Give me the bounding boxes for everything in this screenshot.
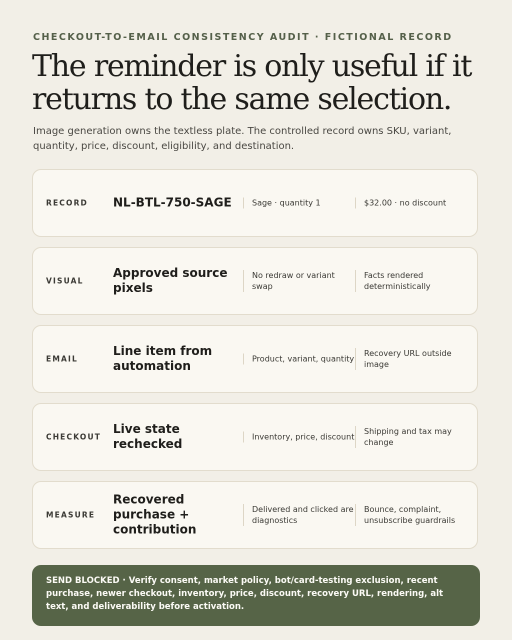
row-detail-2: Bounce, complaint, unsubscribe guardrails	[355, 504, 476, 526]
send-blocked-banner	[32, 565, 480, 626]
row-card-measure	[32, 481, 478, 549]
row-main-value: Recovered purchase + contribution	[113, 492, 197, 537]
row-main-value: Approved source pixels	[113, 266, 228, 295]
page-title: The reminder is only useful if it returns to the same selection.	[32, 49, 472, 117]
row-detail-1: Product, variant, quantity	[243, 354, 356, 365]
row-detail-2: Shipping and tax may change	[355, 426, 476, 448]
row-main-value: NL-BTL-750-SAGE	[113, 195, 232, 210]
banner-text: SEND BLOCKED · Verify consent, market policy, bot/card-testing exclusion, recent purchase, newer checkout, inventory, price, discount, recovery URL, rendering, alt text, and deliverability before activation.	[46, 576, 444, 612]
row-card-record	[32, 169, 478, 237]
eyebrow-label: CHECKOUT-TO-EMAIL CONSISTENCY AUDIT · FICTIONAL RECORD	[33, 32, 453, 43]
row-card-email	[32, 325, 478, 393]
row-tag: RECORD	[46, 198, 88, 208]
row-main-value: Line item from automation	[113, 344, 213, 373]
row-tag: MEASURE	[46, 510, 96, 520]
row-card-checkout	[32, 403, 478, 471]
row-detail-1: Delivered and clicked are diagnostics	[243, 504, 356, 526]
row-card-visual	[32, 247, 478, 315]
intro-paragraph: Image generation owns the textless plate. The controlled record owns SKU, variant, quantity, price, discount, eligibility, and destination.	[33, 126, 452, 152]
row-detail-1: No redraw or variant swap	[243, 270, 356, 292]
row-main-value: Live state rechecked	[113, 422, 183, 451]
row-tag: VISUAL	[46, 276, 84, 286]
row-tag: EMAIL	[46, 354, 78, 364]
row-detail-1: Sage · quantity 1	[243, 198, 356, 209]
row-detail-2: $32.00 · no discount	[355, 198, 476, 209]
row-tag: CHECKOUT	[46, 432, 102, 442]
row-detail-2: Recovery URL outside image	[355, 348, 476, 370]
row-detail-1: Inventory, price, discount	[243, 432, 356, 443]
row-detail-2: Facts rendered deterministically	[355, 270, 476, 292]
